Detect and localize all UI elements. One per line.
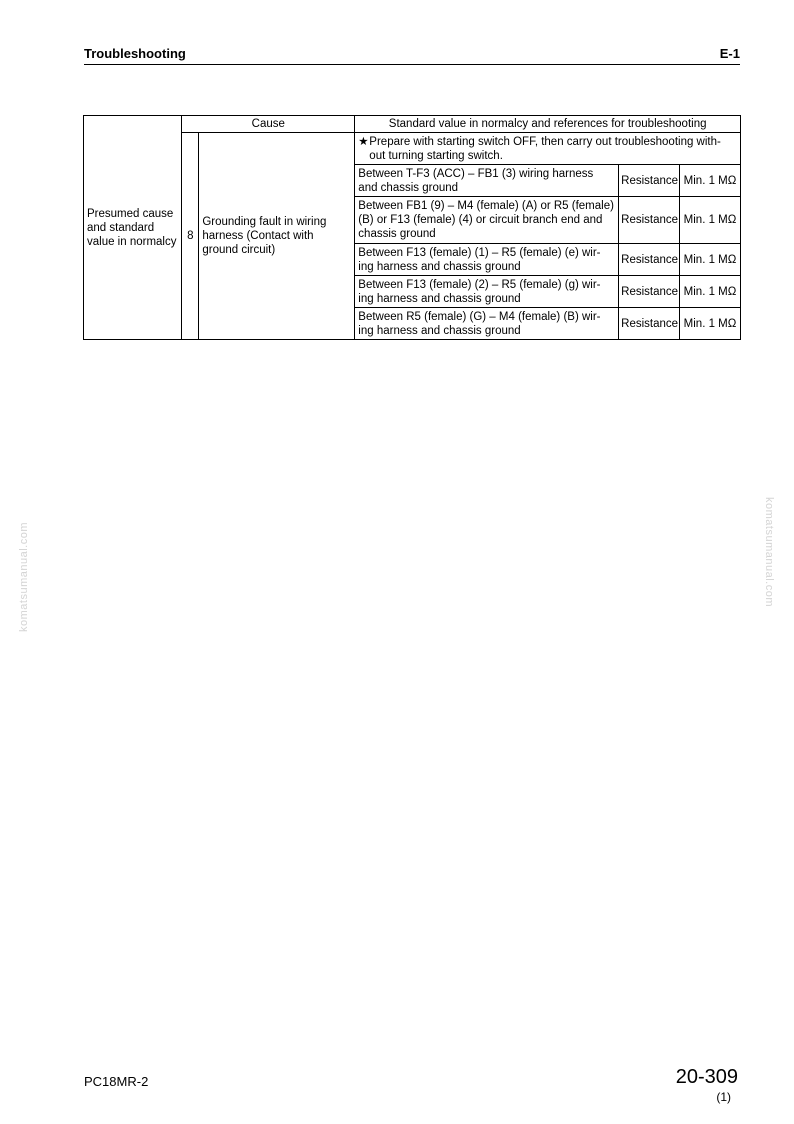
prep-note-line2: out turning starting switch. <box>369 149 503 162</box>
row-label-line: and standard <box>87 221 155 234</box>
check-description: Between R5 (female) (G) – M4 (female) (B) wir-ing harness and chassis ground <box>355 308 619 340</box>
check-value: Min. 1 MΩ <box>680 244 741 276</box>
watermark-right: komatsumanual.com <box>763 497 775 607</box>
check-value: Min. 1 MΩ <box>680 308 741 340</box>
row-label-line: Presumed cause <box>87 207 174 220</box>
row-label-cell <box>84 116 182 340</box>
page-number: 20-309 <box>675 1066 738 1088</box>
check-type: Resistance <box>619 276 680 308</box>
check-value: Min. 1 MΩ <box>680 276 741 308</box>
check-description: Between T-F3 (ACC) – FB1 (3) wiring harness and chassis ground <box>355 165 619 197</box>
prep-note-line1: Prepare with starting switch OFF, then carry out troubleshooting with- <box>369 135 721 148</box>
cause-number: 8 <box>182 133 199 340</box>
check-description: Between F13 (female) (2) – R5 (female) (g) wir-ing harness and chassis ground <box>355 276 619 308</box>
section-code: E-1 <box>719 46 740 61</box>
check-description: Between FB1 (9) – M4 (female) (A) or R5 (female) (B) or F13 (female) (4) or circuit branch end and chassis ground <box>355 197 619 244</box>
section-title: Troubleshooting <box>84 46 186 61</box>
star-icon: ★ <box>358 135 369 148</box>
cause-header: Cause <box>182 116 355 133</box>
check-value: Min. 1 MΩ <box>680 197 741 244</box>
row-label-line: value in normalcy <box>87 235 177 248</box>
check-description: Between F13 (female) (1) – R5 (female) (e) wir-ing harness and chassis ground <box>355 244 619 276</box>
check-type: Resistance <box>619 197 680 244</box>
revision-number: (1) <box>716 1090 731 1104</box>
page-header <box>84 46 740 65</box>
check-type: Resistance <box>619 308 680 340</box>
watermark-left: komatsumanual.com <box>18 522 30 632</box>
cause-text: Grounding fault in wiring harness (Contact with ground circuit) <box>199 133 355 340</box>
prep-note <box>355 133 741 165</box>
check-value: Min. 1 MΩ <box>680 165 741 197</box>
standard-header: Standard value in normalcy and references for troubleshooting <box>355 116 741 133</box>
check-type: Resistance <box>619 165 680 197</box>
check-type: Resistance <box>619 244 680 276</box>
footer-model: PC18MR-2 <box>84 1074 149 1089</box>
troubleshooting-table <box>83 115 741 340</box>
